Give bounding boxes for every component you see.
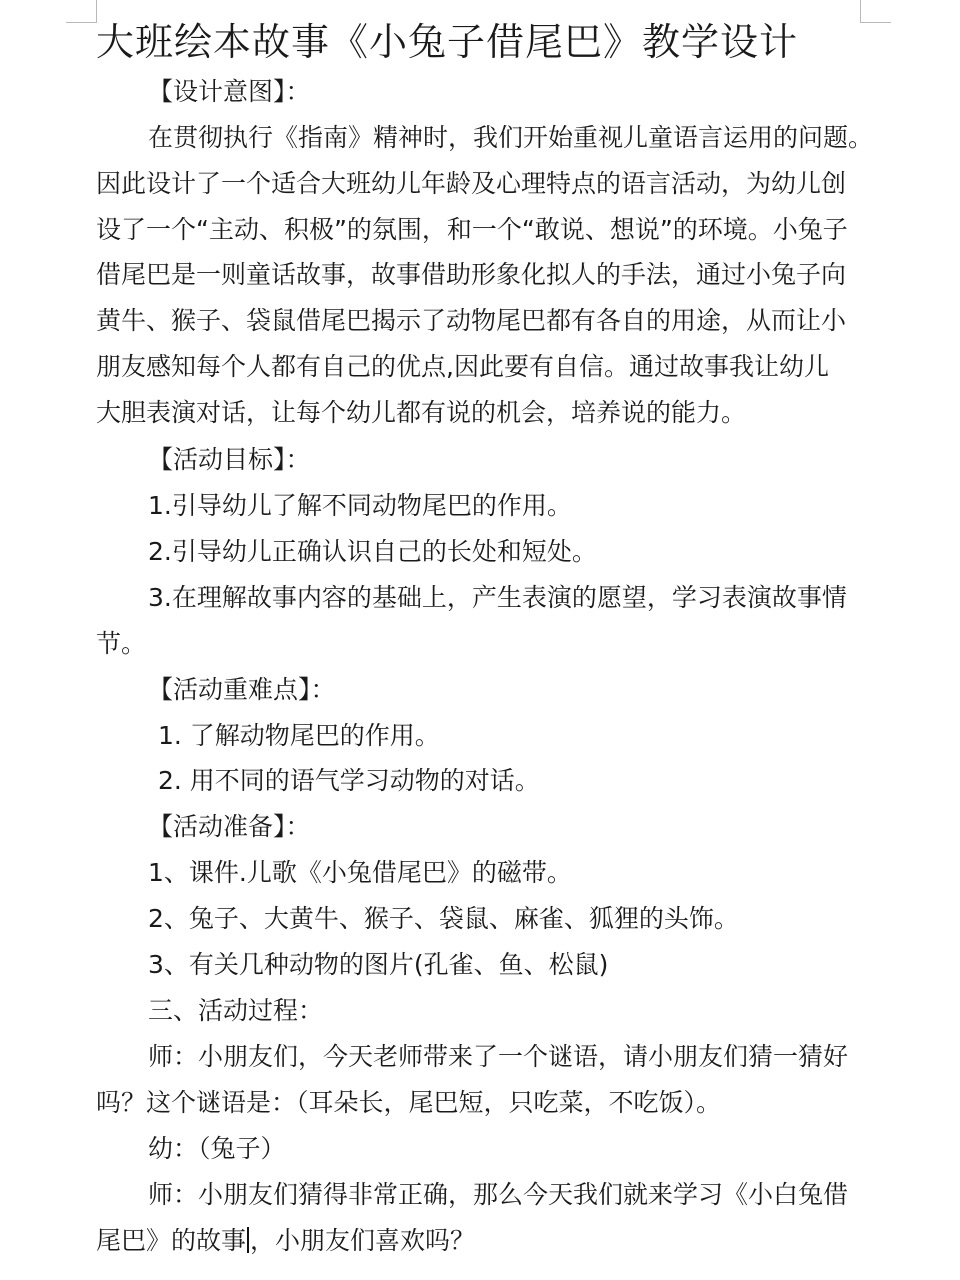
paragraph-line: 借尾巴是一则童话故事，故事借助形象化拟人的手法，通过小兔子向: [96, 260, 847, 289]
page-corner-mark-left: [66, 0, 97, 23]
list-item: 2、兔子、大黄牛、猴子、袋鼠、麻雀、狐狸的头饰。: [148, 904, 739, 933]
section-heading-process: 三、活动过程：: [148, 996, 324, 1025]
list-item: 3、有关几种动物的图片(孔雀、鱼、松鼠): [148, 950, 609, 979]
list-item: 3.在理解故事内容的基础上，产生表演的愿望，学习表演故事情: [148, 583, 847, 612]
paragraph-line: 在贯彻执行《指南》精神时，我们开始重视儿童语言运用的问题。: [148, 123, 874, 152]
dialogue-line: 吗？这个谜语是：（耳朵长，尾巴短，只吃菜，不吃饭）。: [96, 1088, 722, 1117]
paragraph-line: 黄牛、猴子、袋鼠借尾巴揭示了动物尾巴都有各自的用途，从而让小: [96, 306, 847, 335]
page-corner-mark-right: [860, 0, 891, 23]
paragraph-line: 设了一个“主动、积极”的氛围，和一个“敢说、想说”的环境。小兔子: [96, 215, 848, 244]
section-heading-key-points: 【活动重难点】：: [148, 675, 336, 704]
paragraph-line: 因此设计了一个适合大班幼儿年龄及心理特点的语言活动，为幼儿创: [96, 169, 847, 198]
list-item: 1.引导幼儿了解不同动物尾巴的作用。: [148, 491, 572, 520]
dialogue-text-tail: ，小朋友们喜欢吗？: [250, 1226, 476, 1255]
list-item: 2. 用不同的语气学习动物的对话。: [158, 766, 540, 795]
dialogue-line: 幼：（兔子）: [148, 1134, 286, 1163]
section-heading-preparation: 【活动准备】：: [148, 812, 311, 841]
list-item-continuation: 节。: [96, 629, 147, 658]
section-heading-design-intent: 【设计意图】：: [148, 77, 311, 106]
document-title: 大班绘本故事《小兔子借尾巴》教学设计: [96, 20, 799, 64]
section-heading-goals: 【活动目标】：: [148, 445, 311, 474]
list-item: 2.引导幼儿正确认识自己的长处和短处。: [148, 537, 597, 566]
dialogue-text: 尾巴》的故事: [96, 1226, 247, 1255]
list-item: 1、课件.儿歌《小兔借尾巴》的磁带。: [148, 858, 572, 887]
dialogue-line: 师：小朋友们猜得非常正确，那么今天我们就来学习《小白兔借: [148, 1180, 849, 1209]
list-item: 1. 了解动物尾巴的作用。: [158, 721, 440, 750]
text-cursor: [247, 1227, 249, 1253]
dialogue-line-with-cursor[interactable]: [96, 1225, 475, 1257]
paragraph-line: 大胆表演对话，让每个幼儿都有说的机会，培养说的能力。: [96, 398, 747, 427]
dialogue-line: 师：小朋友们，今天老师带来了一个谜语，请小朋友们猜一猜好: [148, 1042, 849, 1071]
paragraph-line: 朋友感知每个人都有自己的优点,因此要有自信。通过故事我让幼儿: [96, 352, 829, 381]
